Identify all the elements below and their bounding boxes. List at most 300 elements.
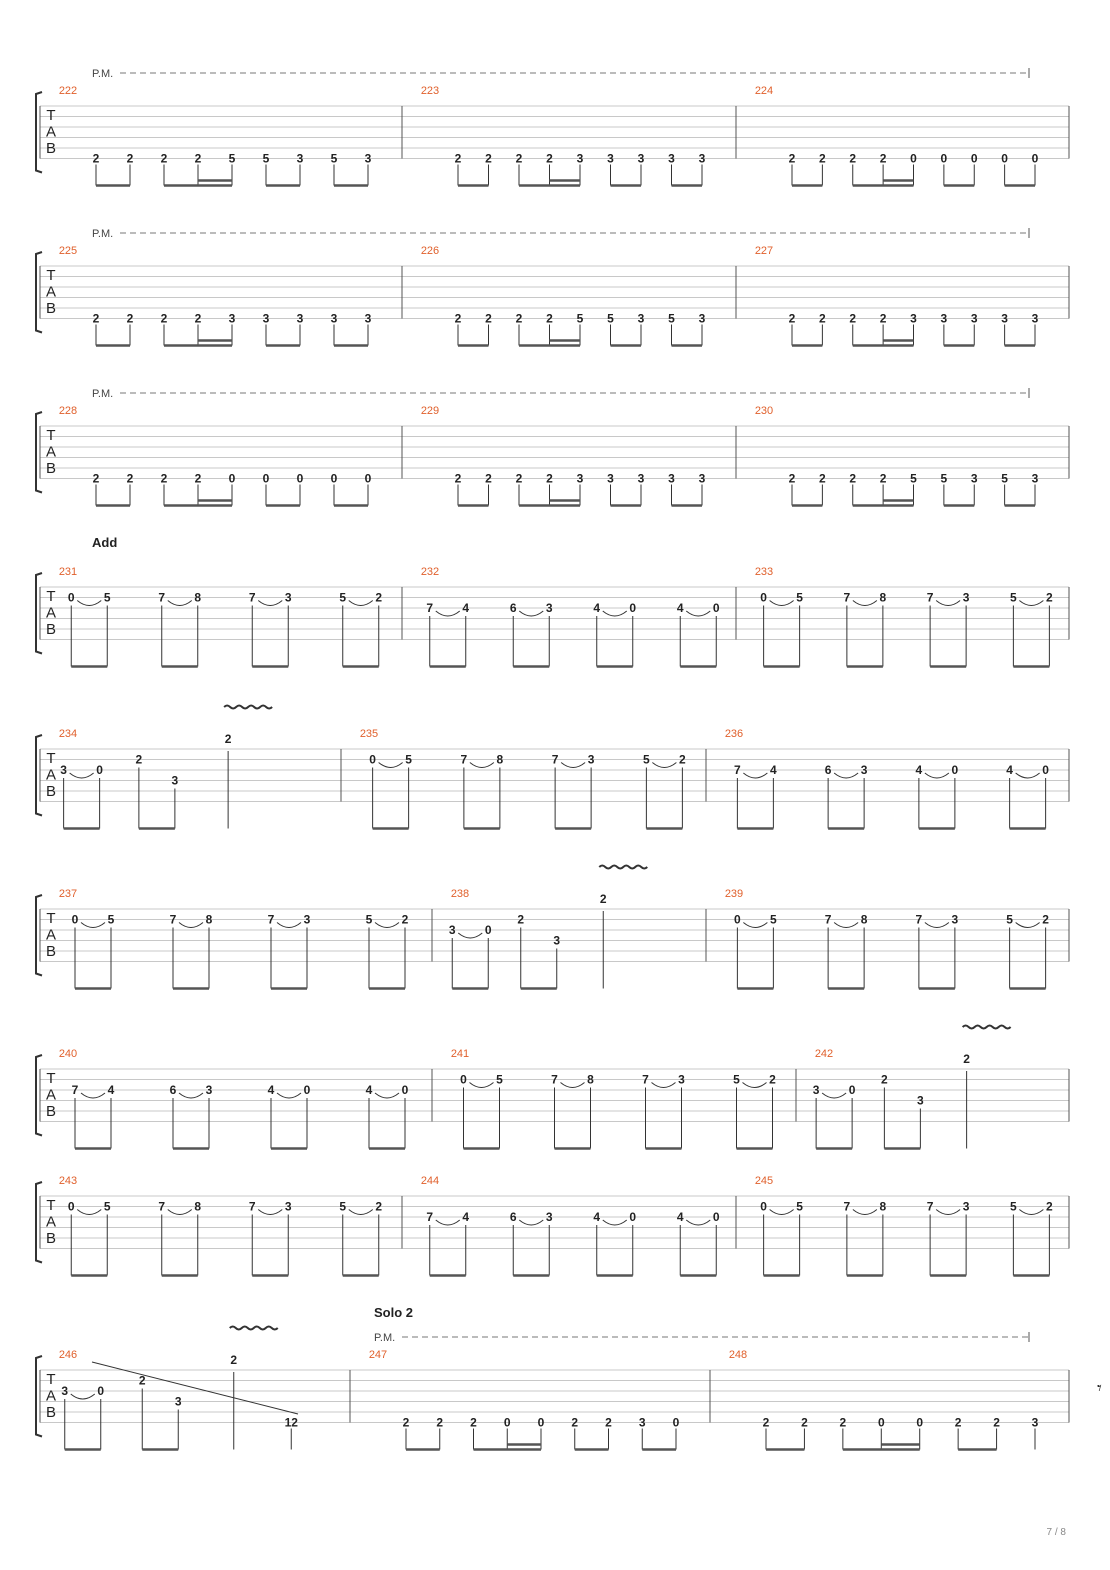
tab-fret-number: 5	[228, 151, 236, 166]
tab-clef-letter: B	[45, 943, 57, 960]
tab-fret-number: 2	[954, 1415, 962, 1430]
tab-fret-number: 5	[1010, 1199, 1017, 1214]
tab-fret-number: 0	[712, 601, 720, 615]
slur-arc	[258, 1210, 282, 1215]
tab-clef-letter: T	[46, 750, 56, 767]
slur-arc	[258, 601, 282, 606]
tab-clef-letter: T	[46, 1371, 56, 1388]
tab-fret-number: 2	[92, 311, 100, 326]
system-bracket	[36, 412, 42, 493]
tab-clef-letter: B	[45, 460, 57, 477]
tab-fret-number: 3	[970, 311, 978, 326]
slur-arc	[770, 601, 794, 606]
tab-fret-number: 3	[330, 311, 338, 326]
tab-system	[36, 1026, 1069, 1149]
tab-system	[36, 535, 1069, 667]
tab-clef-letter: A	[45, 123, 57, 141]
tab-fret-number: 2	[485, 471, 492, 486]
slur-arc	[277, 923, 301, 928]
palm-mute-label: P.M.	[92, 68, 114, 80]
tab-fret-number: 5	[796, 590, 803, 605]
tab-fret-number: 0	[401, 1083, 409, 1097]
tab-clef-letter: A	[45, 604, 57, 622]
tab-fret-number: 0	[629, 1210, 637, 1224]
tab-fret-number: 4	[462, 601, 470, 615]
measure-number: 222	[58, 85, 78, 97]
tab-fret-number: 0	[330, 471, 338, 486]
tab-fret-number: 8	[194, 1199, 202, 1214]
tab-fret-number: 2	[546, 151, 553, 166]
tab-fret-number: 4	[676, 1210, 684, 1224]
measure-number: 227	[754, 245, 774, 257]
tab-fret-number: 5	[330, 151, 338, 166]
tab-fret-number: 8	[587, 1072, 594, 1087]
tab-fret-number: 3	[668, 151, 675, 166]
slur-arc	[77, 601, 101, 606]
tab-system	[36, 866, 1069, 989]
tab-fret-number: 0	[848, 1083, 856, 1097]
tab-fret-number: 8	[860, 912, 868, 927]
tab-fret-number: 0	[96, 763, 103, 777]
tab-fret-number: 3	[962, 1199, 970, 1214]
tab-fret-number: 5	[1001, 471, 1008, 486]
tab-fret-number: 2	[126, 151, 134, 166]
tab-fret-number: 2	[126, 471, 134, 486]
tab-fret-number: 6	[169, 1083, 177, 1097]
measure-number: 241	[450, 1048, 470, 1060]
tab-clef-letter: A	[45, 1387, 57, 1405]
tab-fret-number: 2	[839, 1415, 847, 1430]
tab-fret-number: 7	[158, 1199, 166, 1214]
slur-arc	[519, 611, 543, 616]
tab-fret-number: 0	[228, 471, 236, 486]
slur-arc	[936, 601, 960, 606]
tab-fret-number: 3	[678, 1072, 685, 1087]
tab-fret-number: 3	[1031, 1415, 1039, 1430]
tab-fret-number: 3	[284, 590, 292, 605]
tab-fret-number: 3	[296, 311, 304, 326]
tab-fret-number: 3	[698, 151, 706, 166]
slur-arc	[77, 1210, 101, 1215]
tab-fret-number: 8	[205, 912, 213, 927]
tab-fret-number: 6	[824, 763, 832, 777]
slur-arc	[853, 601, 877, 606]
tab-fret-number: 4	[107, 1083, 115, 1097]
tab-fret-number: 2	[135, 752, 143, 767]
slur-arc	[71, 1394, 95, 1399]
tab-fret-number: 4	[593, 1210, 601, 1224]
slur-arc	[349, 601, 373, 606]
tab-clef-letter: B	[45, 140, 57, 157]
tab-fret-number: 7	[926, 590, 934, 605]
slur-arc	[375, 923, 399, 928]
tab-fret-number: 0	[734, 912, 741, 927]
slur-arc	[603, 1220, 627, 1225]
tab-clef-letter: B	[45, 783, 57, 800]
tab-fret-number: 2	[436, 1415, 444, 1430]
tab-fret-number: 0	[916, 1415, 924, 1430]
system-bracket	[36, 1055, 42, 1136]
tab-fret-number: 2	[375, 1199, 383, 1214]
slur-arc	[603, 611, 627, 616]
tab-fret-number: 0	[1001, 151, 1008, 166]
slur-arc	[822, 1093, 846, 1098]
tab-clef-letter: B	[45, 1230, 57, 1247]
slur-arc	[81, 1093, 105, 1098]
tab-fret-number: 3	[553, 933, 561, 948]
tab-fret-number: 3	[917, 1093, 924, 1108]
tab-fret-number: 0	[369, 752, 376, 767]
tab-fret-number: 2	[402, 1415, 410, 1430]
measure-number: 224	[754, 85, 774, 97]
measure-number: 234	[58, 728, 78, 740]
slur-arc	[436, 611, 460, 616]
slur-arc	[1016, 773, 1040, 778]
tab-fret-number: 12	[284, 1415, 298, 1430]
tab-fret-number: 2	[194, 311, 202, 326]
slur-arc	[834, 923, 858, 928]
tab-fret-number: 4	[1006, 763, 1013, 777]
measure-number: 245	[754, 1175, 774, 1187]
tab-fret-number: 4	[593, 601, 601, 615]
tab-fret-number: 3	[940, 311, 948, 326]
tab-fret-number: 7	[460, 752, 468, 767]
tab-fret-number: 7	[824, 912, 832, 927]
slur-arc	[1019, 601, 1043, 606]
tab-fret-number: 3	[910, 311, 917, 326]
tab-fret-number: 2	[92, 151, 100, 166]
tab-fret-number: 2	[769, 1072, 776, 1087]
tab-fret-number: 2	[138, 1373, 146, 1388]
tab-fret-number: 2	[1046, 1199, 1053, 1214]
measure-number: 232	[420, 566, 440, 578]
tab-fret-number: 3	[637, 151, 645, 166]
tab-fret-number: 2	[454, 471, 462, 486]
tab-fret-number: 6	[509, 601, 517, 615]
tab-fret-number: 4	[267, 1083, 275, 1097]
tab-fret-number: 5	[643, 752, 650, 767]
slur-arc	[686, 611, 710, 616]
tab-fret-number: 2	[679, 752, 686, 767]
tab-fret-number: 2	[92, 471, 100, 486]
slur-arc	[168, 1210, 192, 1215]
tab-fret-number: 2	[194, 151, 202, 166]
tab-fret-number: 3	[698, 471, 706, 486]
tab-clef-letter: A	[45, 443, 57, 461]
slur-arc	[470, 1083, 494, 1088]
tab-fret-number: 2	[517, 912, 525, 927]
tab-fret-number: 0	[503, 1415, 511, 1430]
tab-clef-letter: T	[46, 1197, 56, 1214]
tab-fret-number: 2	[160, 471, 168, 486]
tab-fret-number: 2	[515, 151, 523, 166]
tab-fret-number: 2	[849, 471, 857, 486]
tab-fret-number: 3	[545, 601, 553, 615]
measure-number: 235	[359, 728, 379, 740]
tab-fret-number: 0	[262, 471, 270, 486]
tab-fret-number: 0	[760, 1199, 767, 1214]
measure-number: 244	[420, 1175, 440, 1187]
tab-fret-number: 2	[788, 151, 796, 166]
tab-fret-number: 0	[71, 912, 79, 927]
slur-arc	[349, 1210, 373, 1215]
tab-fret-number: 7	[551, 1072, 558, 1087]
tab-fret-number: 2	[454, 311, 462, 326]
tab-fret-number: 5	[496, 1072, 503, 1087]
tab-fret-number: 0	[67, 1199, 75, 1214]
slur-arc	[936, 1210, 960, 1215]
vibrato-mark	[230, 1327, 278, 1330]
tab-fret-number: 5	[405, 752, 412, 767]
tab-fret-number: 2	[224, 732, 232, 746]
tab-fret-number: 0	[672, 1415, 680, 1430]
tab-fret-number: 0	[970, 151, 978, 166]
tab-fret-number: 0	[67, 590, 75, 605]
tab-system	[36, 706, 1069, 829]
tab-clef-letter: A	[45, 1213, 57, 1231]
tab-fret-number: 2	[454, 151, 462, 166]
tab-fret-number: 5	[107, 912, 115, 927]
tab-fret-number: 3	[1031, 471, 1039, 486]
tab-fret-number: 3	[668, 471, 675, 486]
tab-fret-number: 3	[587, 752, 595, 767]
tab-system	[36, 1175, 1069, 1276]
tab-fret-number: 0	[296, 471, 304, 486]
tab-fret-number: 2	[599, 892, 607, 906]
slur-arc	[179, 1093, 203, 1098]
tab-fret-number: 3	[638, 1415, 646, 1430]
tab-fret-number: 0	[910, 151, 917, 166]
tab-fret-number: 5	[262, 151, 270, 166]
measure-number: 230	[754, 405, 774, 417]
tab-fret-number: 5	[796, 1199, 803, 1214]
tab-fret-number: 3	[364, 151, 372, 166]
measure-number: 223	[420, 85, 440, 97]
slur-arc	[1019, 1210, 1043, 1215]
slur-arc	[81, 923, 105, 928]
tab-fret-number: 3	[364, 311, 372, 326]
tab-fret-number: 5	[668, 311, 675, 326]
tab-fret-number: 7	[843, 1199, 851, 1214]
tab-fret-number: 3	[576, 151, 584, 166]
tab-fret-number: 2	[605, 1415, 612, 1430]
slur-arc	[561, 1083, 585, 1088]
tab-fret-number: 5	[770, 912, 777, 927]
tab-fret-number: 2	[1042, 912, 1049, 927]
tab-fret-number: 3	[171, 773, 179, 788]
measure-number: 228	[58, 405, 78, 417]
slur-arc	[519, 1220, 543, 1225]
tab-fret-number: 2	[546, 471, 553, 486]
tab-fret-number: 3	[860, 763, 868, 777]
tab-fret-number: 2	[194, 471, 202, 486]
tab-fret-number: 7	[248, 1199, 256, 1214]
tab-fret-number: 2	[470, 1415, 477, 1430]
eighth-rest: 𝄾	[1097, 1378, 1102, 1398]
tab-clef-letter: A	[45, 926, 57, 944]
tab-fret-number: 2	[819, 311, 826, 326]
measure-number: 240	[58, 1048, 78, 1060]
tab-fret-number: 3	[698, 311, 706, 326]
palm-mute-label: P.M.	[92, 228, 114, 240]
tab-clef-letter: A	[45, 766, 57, 784]
system-bracket	[36, 895, 42, 976]
tab-fret-number: 3	[576, 471, 584, 486]
tab-fret-number: 2	[230, 1353, 238, 1367]
slur-arc	[925, 773, 949, 778]
slur-arc	[925, 923, 949, 928]
tab-fret-number: 2	[993, 1415, 1000, 1430]
slur-arc	[70, 773, 94, 778]
tab-fret-number: 7	[267, 912, 275, 927]
tab-fret-number: 5	[607, 311, 614, 326]
slur-arc	[743, 1083, 767, 1088]
tab-fret-number: 2	[879, 311, 887, 326]
tab-fret-number: 4	[676, 601, 684, 615]
vibrato-mark	[224, 706, 272, 709]
tab-fret-number: 2	[571, 1415, 579, 1430]
tab-system	[36, 1305, 1102, 1450]
tab-fret-number: 3	[205, 1083, 213, 1097]
tab-fret-number: 4	[462, 1210, 470, 1224]
tab-fret-number: 7	[734, 763, 741, 777]
section-label: Add	[92, 535, 118, 550]
tab-fret-number: 7	[169, 912, 177, 927]
tab-fret-number: 3	[60, 763, 67, 777]
measure-number: 233	[754, 566, 774, 578]
tab-fret-number: 2	[1046, 590, 1053, 605]
tab-fret-number: 5	[365, 912, 373, 927]
tab-fret-number: 0	[537, 1415, 545, 1430]
tab-fret-number: 2	[160, 311, 168, 326]
tab-fret-number: 8	[194, 590, 202, 605]
section-label: Solo 2	[374, 1305, 414, 1320]
tab-clef-letter: B	[45, 1103, 57, 1120]
tab-clef-letter: B	[45, 300, 57, 317]
tab-clef-letter: T	[46, 588, 56, 605]
slur-arc	[743, 773, 767, 778]
tab-fret-number: 0	[303, 1083, 311, 1097]
measure-number: 231	[58, 566, 78, 578]
tab-fret-number: 7	[642, 1072, 649, 1087]
tab-fret-number: 3	[607, 471, 614, 486]
tab-fret-number: 7	[551, 752, 559, 767]
tab-fret-number: 3	[951, 912, 959, 927]
slur-arc	[277, 1093, 301, 1098]
tab-fret-number: 7	[71, 1083, 79, 1097]
tab-fret-number: 2	[401, 912, 409, 927]
tab-fret-number: 2	[515, 471, 523, 486]
slur-arc	[652, 1083, 676, 1088]
tab-fret-number: 2	[515, 311, 523, 326]
tab-fret-number: 2	[485, 151, 492, 166]
vibrato-mark	[599, 866, 647, 869]
tab-clef-letter: T	[46, 1070, 56, 1087]
tab-fret-number: 4	[770, 763, 777, 777]
tab-fret-number: 4	[915, 763, 923, 777]
tab-fret-number: 7	[426, 1210, 434, 1224]
measure-number: 248	[728, 1349, 748, 1361]
measure-number: 229	[420, 405, 440, 417]
system-bracket	[36, 735, 42, 816]
slur-arc	[1016, 923, 1040, 928]
tab-fret-number: 2	[879, 471, 887, 486]
measure-number: 237	[58, 888, 78, 900]
tab-clef-letter: T	[46, 910, 56, 927]
tab-fret-number: 2	[879, 151, 887, 166]
tab-fret-number: 0	[877, 1415, 885, 1430]
measure-number: 238	[450, 888, 470, 900]
tab-fret-number: 3	[448, 923, 456, 937]
tab-fret-number: 5	[910, 471, 917, 486]
system-bracket	[36, 1356, 42, 1437]
tab-fret-number: 3	[1001, 311, 1008, 326]
tab-fret-number: 7	[426, 601, 434, 615]
tab-fret-number: 3	[1031, 311, 1039, 326]
measure-number: 247	[368, 1349, 388, 1361]
tab-fret-number: 2	[963, 1052, 970, 1066]
tab-fret-number: 7	[158, 590, 166, 605]
system-bracket	[36, 573, 42, 654]
tab-fret-number: 3	[637, 471, 645, 486]
tab-fret-number: 2	[788, 311, 796, 326]
tab-clef-letter: T	[46, 267, 56, 284]
tab-fret-number: 2	[849, 151, 857, 166]
slur-arc	[436, 1220, 460, 1225]
tab-fret-number: 0	[951, 763, 959, 777]
tab-fret-number: 8	[879, 1199, 887, 1214]
slur-arc	[379, 763, 403, 768]
system-bracket	[36, 1182, 42, 1263]
tab-fret-number: 3	[228, 311, 236, 326]
tab-fret-number: 0	[1042, 763, 1049, 777]
tab-fret-number: 3	[970, 471, 978, 486]
tab-fret-number: 7	[926, 1199, 934, 1214]
tab-fret-number: 8	[496, 752, 504, 767]
slur-arc	[470, 763, 494, 768]
tab-fret-number: 2	[881, 1072, 888, 1087]
tab-fret-number: 5	[103, 1199, 111, 1214]
slur-arc	[652, 763, 676, 768]
tab-fret-number: 2	[819, 471, 826, 486]
tab-fret-number: 3	[262, 311, 270, 326]
tab-fret-number: 0	[940, 151, 948, 166]
tab-fret-number: 0	[97, 1384, 105, 1398]
tab-fret-number: 2	[375, 590, 383, 605]
tab-clef-letter: B	[45, 621, 57, 638]
measure-number: 242	[814, 1048, 834, 1060]
vibrato-mark	[963, 1026, 1011, 1029]
tab-fret-number: 2	[485, 311, 492, 326]
tab-clef-letter: T	[46, 427, 56, 444]
slur-arc	[686, 1220, 710, 1225]
tab-fret-number: 3	[296, 151, 304, 166]
tab-fret-number: 3	[637, 311, 645, 326]
tab-fret-number: 7	[915, 912, 923, 927]
tab-fret-number: 5	[1006, 912, 1013, 927]
slur-arc	[375, 1093, 399, 1098]
tab-clef-letter: A	[45, 283, 57, 301]
tab-clef-letter: T	[46, 107, 56, 124]
tab-fret-number: 3	[303, 912, 311, 927]
slur-arc	[179, 923, 203, 928]
tab-fret-number: 5	[940, 471, 948, 486]
tab-fret-number: 2	[126, 311, 134, 326]
tab-fret-number: 0	[629, 601, 637, 615]
palm-mute-label: P.M.	[374, 1332, 396, 1344]
measure-number: 239	[724, 888, 744, 900]
palm-mute-label: P.M.	[92, 388, 114, 400]
